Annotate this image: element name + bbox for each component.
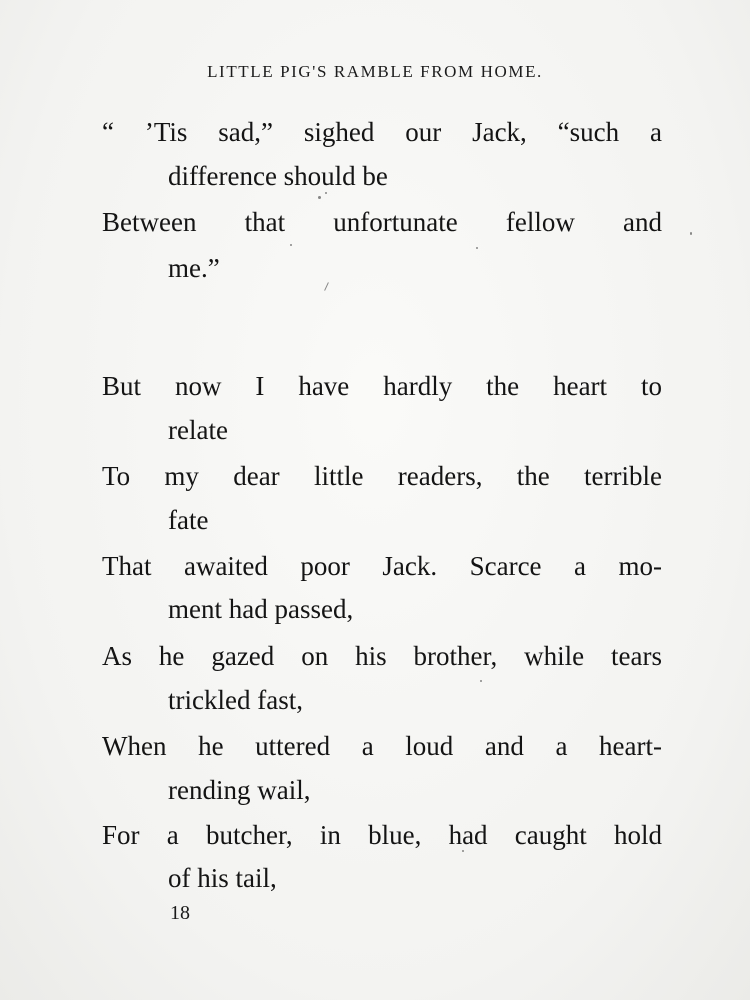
verse-line: Between that unfortunate fellow and	[102, 207, 662, 237]
verse-line: To my dear little readers, the terrible	[102, 461, 662, 491]
verse-line-continuation: ment had passed,	[168, 594, 354, 624]
running-head: LITTLE PIG'S RAMBLE FROM HOME.	[207, 62, 543, 81]
verse-line: As he gazed on his brother, while tears	[102, 641, 662, 671]
print-speck	[462, 850, 464, 852]
verse-line-continuation: of his tail,	[168, 863, 277, 893]
verse-line: When he uttered a loud and a heart-	[102, 731, 662, 761]
verse-line: “ ’Tis sad,” sighed our Jack, “such a	[102, 117, 662, 147]
print-speck	[290, 244, 292, 246]
verse-line: That awaited poor Jack. Scarce a mo-	[102, 551, 662, 581]
print-speck	[476, 247, 478, 249]
verse-line-continuation: rending wail,	[168, 775, 311, 805]
verse-line-continuation: me.”	[168, 253, 220, 283]
print-speck	[690, 232, 692, 235]
verse-line-continuation: relate	[168, 415, 228, 445]
print-speck	[480, 680, 482, 682]
print-speck	[325, 192, 327, 194]
verse-line-continuation: trickled fast,	[168, 685, 303, 715]
page-number: 18	[170, 902, 190, 924]
verse-line: For a butcher, in blue, had caught hold	[102, 820, 662, 850]
print-speck	[318, 196, 321, 199]
print-speck	[324, 282, 329, 291]
verse-line-continuation: fate	[168, 505, 209, 535]
verse-line-continuation: difference should be	[168, 161, 388, 191]
verse-line: But now I have hardly the heart to	[102, 371, 662, 401]
